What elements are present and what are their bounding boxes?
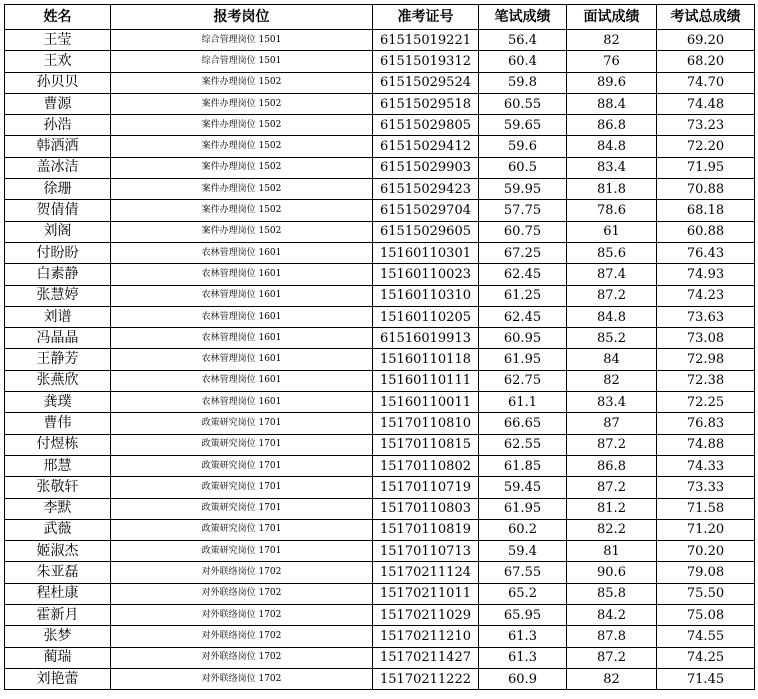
table-row [5, 392, 755, 413]
cell-interview-score: 78.6 [567, 200, 657, 221]
cell-exam-id: 15160110301 [373, 242, 479, 263]
cell-post: 案件办理岗位 1502 [111, 93, 373, 114]
table-row [5, 477, 755, 498]
cell-total-score: 76.43 [657, 242, 755, 263]
cell-name: 张燕欣 [5, 370, 111, 391]
cell-name: 孙贝贝 [5, 72, 111, 93]
cell-total-score: 76.83 [657, 413, 755, 434]
cell-interview-score: 84 [567, 349, 657, 370]
cell-interview-score: 87.2 [567, 647, 657, 668]
cell-interview-score: 81.8 [567, 179, 657, 200]
cell-name: 贺倩倩 [5, 200, 111, 221]
table-row [5, 93, 755, 114]
cell-written-score: 59.8 [479, 72, 567, 93]
cell-post: 案件办理岗位 1502 [111, 200, 373, 221]
cell-total-score: 74.48 [657, 93, 755, 114]
cell-interview-score: 87.2 [567, 285, 657, 306]
cell-total-score: 70.20 [657, 541, 755, 562]
cell-interview-score: 88.4 [567, 93, 657, 114]
table-row [5, 51, 755, 72]
cell-total-score: 68.18 [657, 200, 755, 221]
cell-name: 付盼盼 [5, 242, 111, 263]
cell-name: 姬淑杰 [5, 541, 111, 562]
cell-post: 农林管理岗位 1601 [111, 349, 373, 370]
cell-name: 李默 [5, 498, 111, 519]
cell-written-score: 60.75 [479, 221, 567, 242]
cell-written-score: 67.25 [479, 242, 567, 263]
cell-written-score: 65.2 [479, 583, 567, 604]
cell-written-score: 61.3 [479, 647, 567, 668]
cell-total-score: 73.08 [657, 328, 755, 349]
cell-post: 对外联络岗位 1702 [111, 668, 373, 689]
cell-post: 综合管理岗位 1501 [111, 30, 373, 51]
cell-name: 徐珊 [5, 179, 111, 200]
cell-name: 刘艳蕾 [5, 668, 111, 689]
cell-name: 王欢 [5, 51, 111, 72]
cell-post: 农林管理岗位 1601 [111, 392, 373, 413]
cell-written-score: 57.75 [479, 200, 567, 221]
cell-exam-id: 15170110802 [373, 455, 479, 476]
cell-name: 张敬轩 [5, 477, 111, 498]
cell-written-score: 60.95 [479, 328, 567, 349]
cell-exam-id: 61515029518 [373, 93, 479, 114]
cell-written-score: 61.3 [479, 626, 567, 647]
table-row [5, 434, 755, 455]
cell-total-score: 73.33 [657, 477, 755, 498]
cell-written-score: 60.5 [479, 157, 567, 178]
cell-total-score: 75.50 [657, 583, 755, 604]
cell-written-score: 62.45 [479, 306, 567, 327]
cell-total-score: 74.88 [657, 434, 755, 455]
cell-interview-score: 86.8 [567, 455, 657, 476]
table-row [5, 30, 755, 51]
cell-exam-id: 61515019221 [373, 30, 479, 51]
cell-total-score: 74.33 [657, 455, 755, 476]
cell-interview-score: 81 [567, 541, 657, 562]
cell-exam-id: 15170110803 [373, 498, 479, 519]
cell-written-score: 61.25 [479, 285, 567, 306]
cell-name: 刘谱 [5, 306, 111, 327]
cell-name: 白素静 [5, 264, 111, 285]
cell-post: 农林管理岗位 1601 [111, 242, 373, 263]
cell-written-score: 62.75 [479, 370, 567, 391]
cell-written-score: 65.95 [479, 605, 567, 626]
table-row [5, 498, 755, 519]
table-row [5, 583, 755, 604]
header-written-score: 笔试成绩 [479, 5, 567, 30]
header-name: 姓名 [5, 5, 111, 30]
cell-name: 冯晶晶 [5, 328, 111, 349]
cell-interview-score: 87.4 [567, 264, 657, 285]
table-row [5, 157, 755, 178]
cell-post: 农林管理岗位 1601 [111, 328, 373, 349]
cell-exam-id: 15170110810 [373, 413, 479, 434]
table-row [5, 605, 755, 626]
cell-exam-id: 61515019312 [373, 51, 479, 72]
cell-post: 案件办理岗位 1502 [111, 72, 373, 93]
cell-written-score: 59.95 [479, 179, 567, 200]
table-row [5, 413, 755, 434]
cell-total-score: 73.63 [657, 306, 755, 327]
cell-total-score: 60.88 [657, 221, 755, 242]
table-row [5, 370, 755, 391]
table-row [5, 115, 755, 136]
cell-post: 对外联络岗位 1702 [111, 626, 373, 647]
cell-interview-score: 81.2 [567, 498, 657, 519]
cell-written-score: 61.85 [479, 455, 567, 476]
cell-name: 朱亚磊 [5, 562, 111, 583]
cell-name: 付煜栋 [5, 434, 111, 455]
cell-written-score: 62.55 [479, 434, 567, 455]
cell-written-score: 59.65 [479, 115, 567, 136]
cell-total-score: 69.20 [657, 30, 755, 51]
cell-exam-id: 15160110111 [373, 370, 479, 391]
cell-name: 蔺瑞 [5, 647, 111, 668]
cell-exam-id: 15160110118 [373, 349, 479, 370]
cell-exam-id: 15160110310 [373, 285, 479, 306]
cell-exam-id: 15170110819 [373, 519, 479, 540]
table-row [5, 179, 755, 200]
cell-name: 曹伟 [5, 413, 111, 434]
cell-total-score: 79.08 [657, 562, 755, 583]
cell-name: 孙浩 [5, 115, 111, 136]
cell-exam-id: 15170211210 [373, 626, 479, 647]
cell-post: 政策研究岗位 1701 [111, 519, 373, 540]
cell-interview-score: 84.2 [567, 605, 657, 626]
cell-written-score: 62.45 [479, 264, 567, 285]
cell-interview-score: 84.8 [567, 136, 657, 157]
cell-name: 盖冰洁 [5, 157, 111, 178]
cell-written-score: 60.4 [479, 51, 567, 72]
header-interview-score: 面试成绩 [567, 5, 657, 30]
cell-exam-id: 61515029903 [373, 157, 479, 178]
cell-interview-score: 82 [567, 668, 657, 689]
table-row [5, 285, 755, 306]
header-total-score: 考试总成绩 [657, 5, 755, 30]
cell-exam-id: 61515029412 [373, 136, 479, 157]
table-row [5, 72, 755, 93]
cell-name: 龚璞 [5, 392, 111, 413]
cell-written-score: 59.6 [479, 136, 567, 157]
cell-total-score: 71.95 [657, 157, 755, 178]
cell-interview-score: 85.8 [567, 583, 657, 604]
cell-name: 邢慧 [5, 455, 111, 476]
table-row [5, 541, 755, 562]
cell-interview-score: 87.2 [567, 477, 657, 498]
cell-name: 王静芳 [5, 349, 111, 370]
cell-exam-id: 15170110719 [373, 477, 479, 498]
cell-post: 案件办理岗位 1502 [111, 136, 373, 157]
cell-total-score: 71.20 [657, 519, 755, 540]
cell-total-score: 75.08 [657, 605, 755, 626]
cell-interview-score: 86.8 [567, 115, 657, 136]
cell-post: 政策研究岗位 1701 [111, 413, 373, 434]
cell-total-score: 74.55 [657, 626, 755, 647]
cell-post: 案件办理岗位 1502 [111, 157, 373, 178]
cell-total-score: 74.70 [657, 72, 755, 93]
cell-post: 政策研究岗位 1701 [111, 541, 373, 562]
cell-total-score: 68.20 [657, 51, 755, 72]
cell-total-score: 74.23 [657, 285, 755, 306]
table-row [5, 349, 755, 370]
cell-post: 综合管理岗位 1501 [111, 51, 373, 72]
cell-exam-id: 15160110023 [373, 264, 479, 285]
cell-written-score: 67.55 [479, 562, 567, 583]
cell-name: 王莹 [5, 30, 111, 51]
cell-exam-id: 61515029524 [373, 72, 479, 93]
cell-interview-score: 85.6 [567, 242, 657, 263]
cell-post: 对外联络岗位 1702 [111, 583, 373, 604]
cell-interview-score: 90.6 [567, 562, 657, 583]
cell-total-score: 70.88 [657, 179, 755, 200]
cell-written-score: 60.9 [479, 668, 567, 689]
cell-written-score: 61.1 [479, 392, 567, 413]
cell-total-score: 73.23 [657, 115, 755, 136]
table-row [5, 242, 755, 263]
cell-name: 程杜康 [5, 583, 111, 604]
cell-total-score: 74.25 [657, 647, 755, 668]
cell-interview-score: 87 [567, 413, 657, 434]
cell-interview-score: 76 [567, 51, 657, 72]
table-row [5, 306, 755, 327]
cell-exam-id: 15170211124 [373, 562, 479, 583]
cell-exam-id: 61515029605 [373, 221, 479, 242]
cell-post: 对外联络岗位 1702 [111, 647, 373, 668]
cell-exam-id: 61515029704 [373, 200, 479, 221]
cell-post: 政策研究岗位 1701 [111, 434, 373, 455]
cell-exam-id: 15170211427 [373, 647, 479, 668]
cell-written-score: 56.4 [479, 30, 567, 51]
cell-total-score: 72.20 [657, 136, 755, 157]
cell-post: 政策研究岗位 1701 [111, 477, 373, 498]
cell-written-score: 59.45 [479, 477, 567, 498]
cell-exam-id: 15170110713 [373, 541, 479, 562]
table-row [5, 328, 755, 349]
table-row [5, 136, 755, 157]
header-post: 报考岗位 [111, 5, 373, 30]
score-table [4, 4, 755, 690]
cell-total-score: 71.45 [657, 668, 755, 689]
cell-interview-score: 87.8 [567, 626, 657, 647]
cell-written-score: 66.65 [479, 413, 567, 434]
table-row [5, 562, 755, 583]
cell-exam-id: 15170211011 [373, 583, 479, 604]
cell-exam-id: 15170211222 [373, 668, 479, 689]
table-row [5, 647, 755, 668]
cell-interview-score: 87.2 [567, 434, 657, 455]
table-row [5, 519, 755, 540]
header-exam-id: 准考证号 [373, 5, 479, 30]
table-row [5, 264, 755, 285]
cell-name: 霍新月 [5, 605, 111, 626]
cell-total-score: 71.58 [657, 498, 755, 519]
cell-post: 农林管理岗位 1601 [111, 285, 373, 306]
cell-post: 对外联络岗位 1702 [111, 562, 373, 583]
cell-interview-score: 82 [567, 370, 657, 391]
cell-post: 案件办理岗位 1502 [111, 115, 373, 136]
cell-post: 案件办理岗位 1502 [111, 221, 373, 242]
cell-post: 政策研究岗位 1701 [111, 455, 373, 476]
cell-written-score: 60.2 [479, 519, 567, 540]
cell-interview-score: 83.4 [567, 157, 657, 178]
cell-written-score: 60.55 [479, 93, 567, 114]
table-row [5, 668, 755, 689]
cell-name: 武薇 [5, 519, 111, 540]
cell-total-score: 72.25 [657, 392, 755, 413]
cell-name: 曹源 [5, 93, 111, 114]
cell-interview-score: 83.4 [567, 392, 657, 413]
header-row [5, 5, 755, 30]
cell-exam-id: 61515029805 [373, 115, 479, 136]
cell-post: 农林管理岗位 1601 [111, 264, 373, 285]
table-row [5, 221, 755, 242]
cell-name: 刘阁 [5, 221, 111, 242]
cell-name: 张慧婷 [5, 285, 111, 306]
cell-interview-score: 85.2 [567, 328, 657, 349]
cell-total-score: 74.93 [657, 264, 755, 285]
cell-exam-id: 15160110205 [373, 306, 479, 327]
cell-interview-score: 61 [567, 221, 657, 242]
cell-name: 韩洒洒 [5, 136, 111, 157]
cell-total-score: 72.38 [657, 370, 755, 391]
cell-post: 对外联络岗位 1702 [111, 605, 373, 626]
cell-exam-id: 15170110815 [373, 434, 479, 455]
cell-exam-id: 15170211029 [373, 605, 479, 626]
cell-exam-id: 61515029423 [373, 179, 479, 200]
cell-interview-score: 89.6 [567, 72, 657, 93]
cell-post: 农林管理岗位 1601 [111, 306, 373, 327]
cell-written-score: 61.95 [479, 498, 567, 519]
cell-written-score: 59.4 [479, 541, 567, 562]
cell-post: 政策研究岗位 1701 [111, 498, 373, 519]
cell-name: 张梦 [5, 626, 111, 647]
table-row [5, 200, 755, 221]
cell-exam-id: 61516019913 [373, 328, 479, 349]
cell-post: 案件办理岗位 1502 [111, 179, 373, 200]
cell-post: 农林管理岗位 1601 [111, 370, 373, 391]
cell-exam-id: 15160110011 [373, 392, 479, 413]
cell-interview-score: 82.2 [567, 519, 657, 540]
table-body [5, 30, 755, 690]
cell-written-score: 61.95 [479, 349, 567, 370]
cell-total-score: 72.98 [657, 349, 755, 370]
cell-interview-score: 82 [567, 30, 657, 51]
cell-interview-score: 84.8 [567, 306, 657, 327]
table-row [5, 455, 755, 476]
table-row [5, 626, 755, 647]
